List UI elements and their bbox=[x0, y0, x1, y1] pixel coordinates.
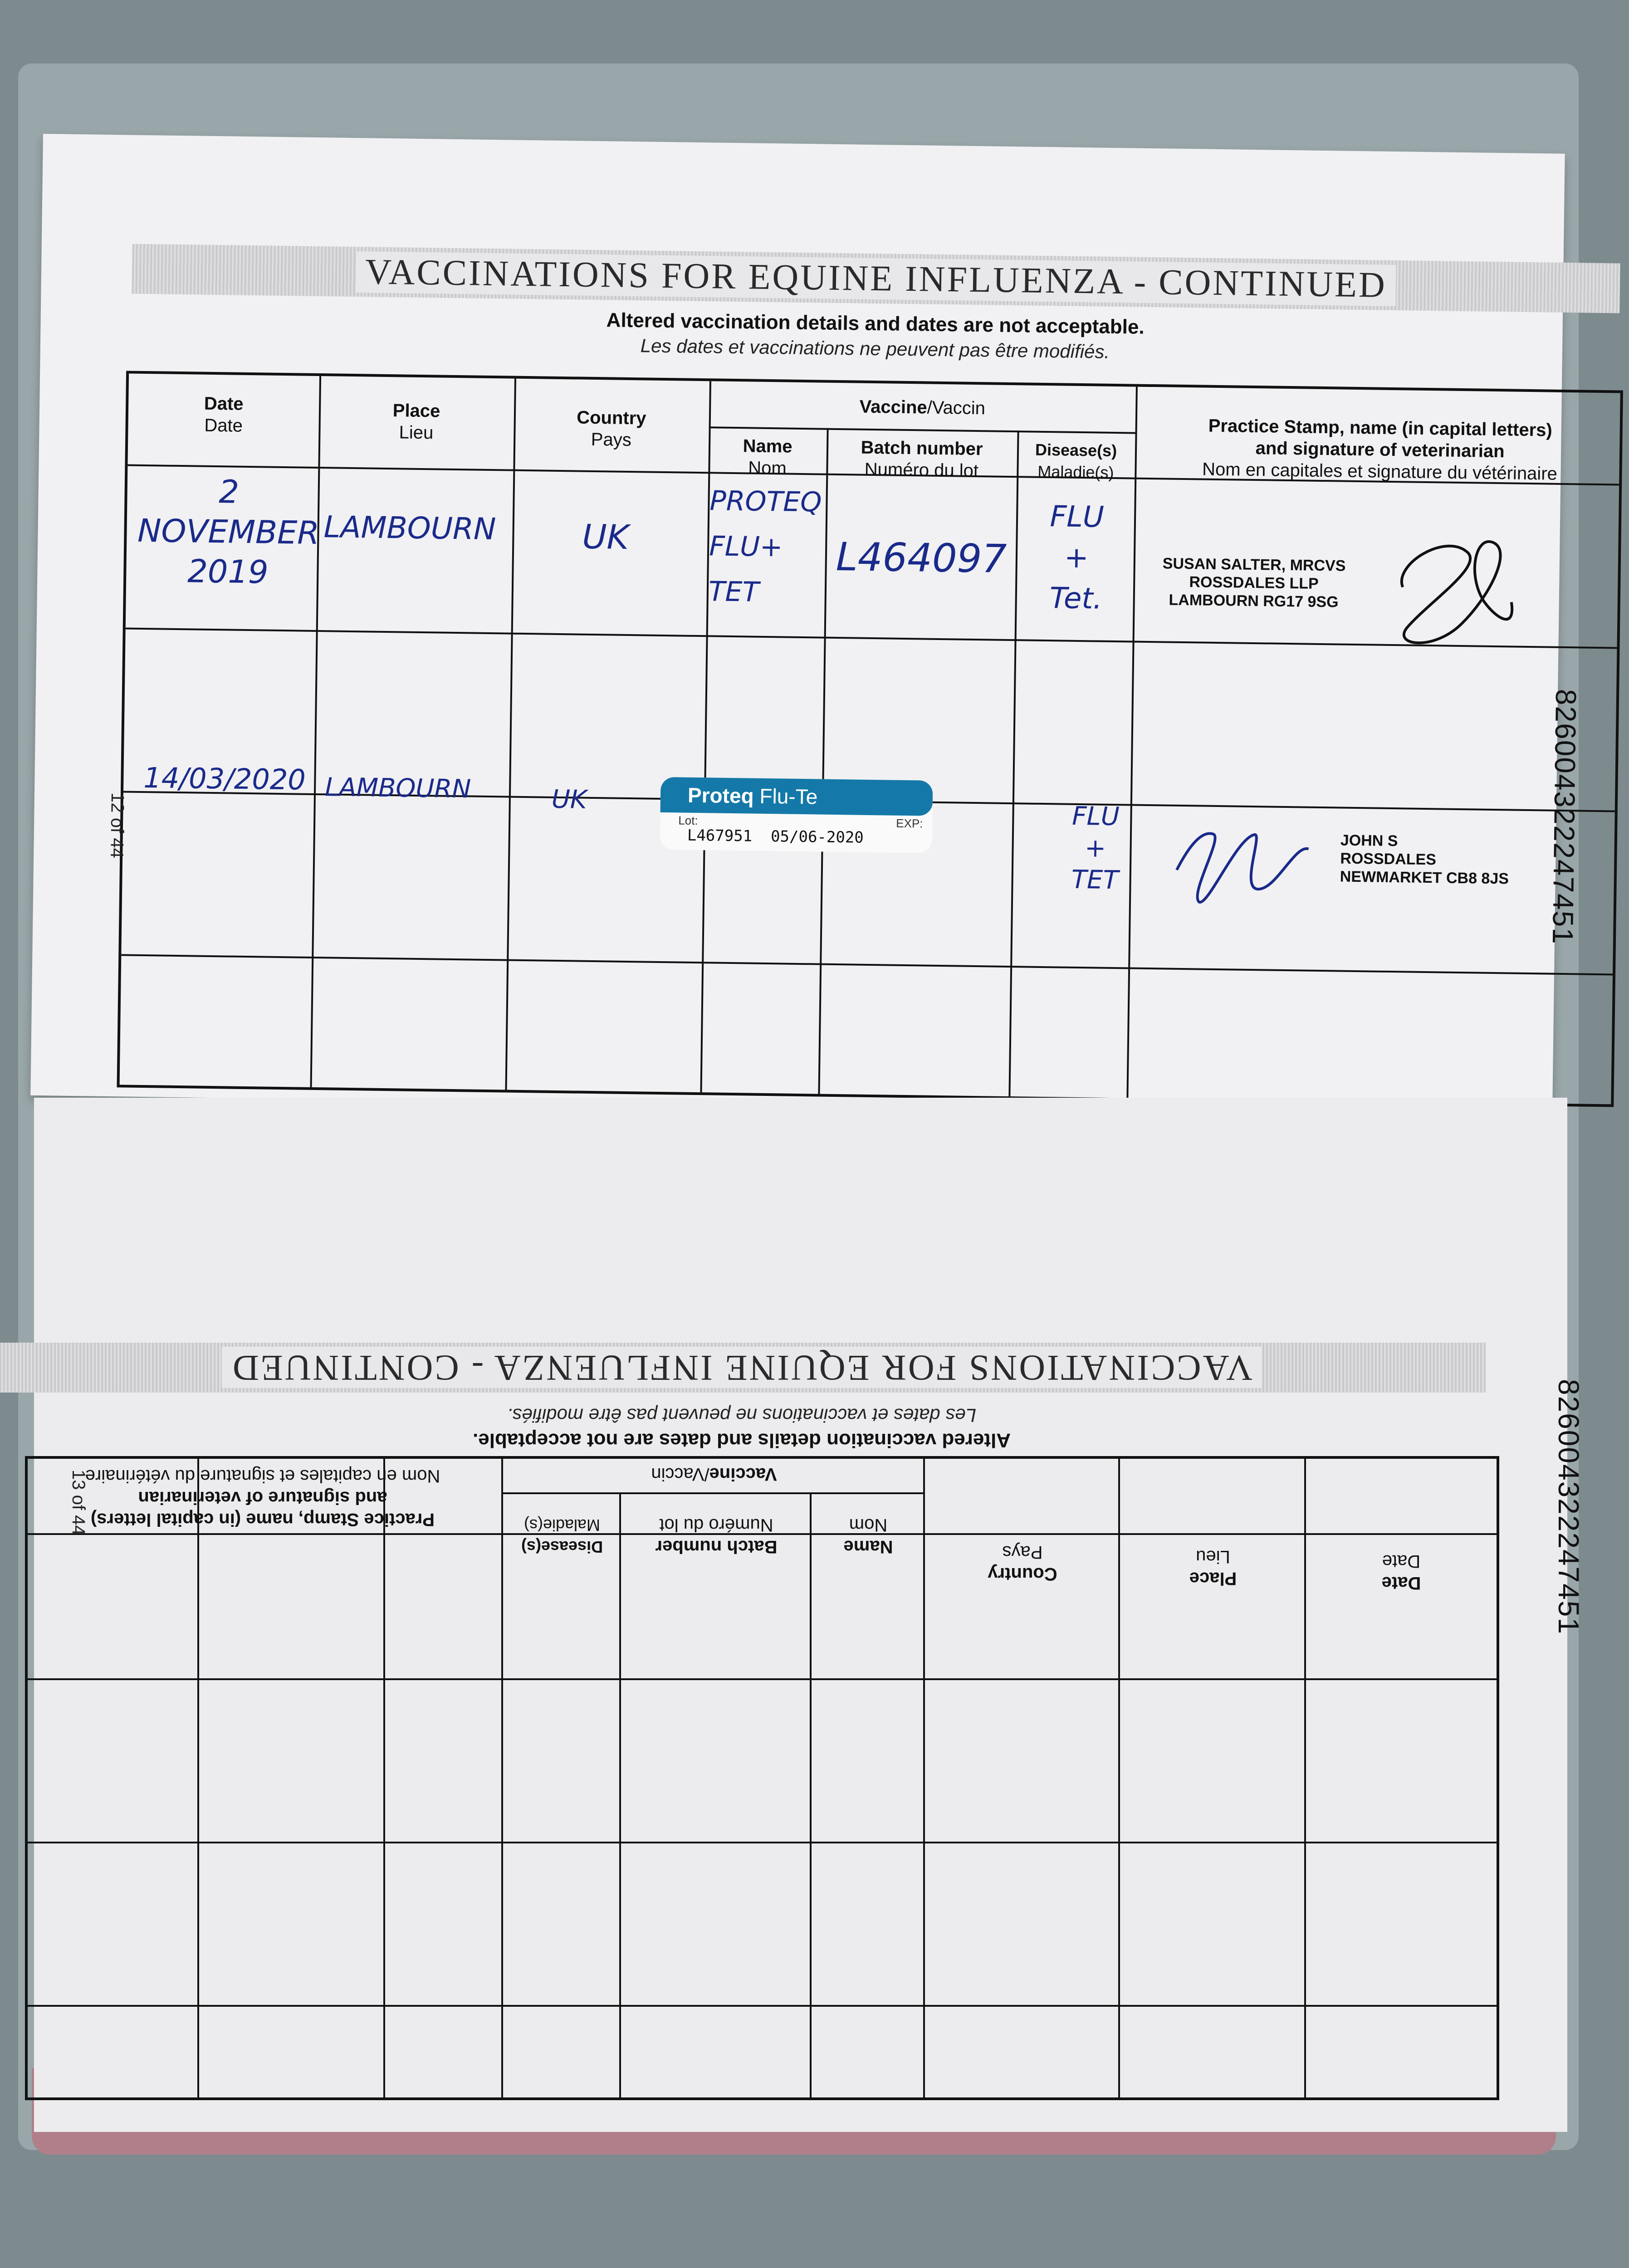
section-banner-13 bbox=[0, 1343, 1486, 1393]
section-heading: VACCINATIONS FOR EQUINE INFLUENZA - CONTINUED bbox=[356, 251, 1396, 306]
notice-english: Altered vaccination details and dates are not acceptable. bbox=[606, 309, 1145, 338]
section-banner bbox=[132, 244, 1620, 313]
header-date: Date Date bbox=[204, 393, 244, 436]
header-country: Country Pays bbox=[576, 407, 646, 450]
vaccine-batch-sticker: Proteq Flu-Te Lot: EXP: L467951 05/06-2020 bbox=[660, 777, 933, 853]
header-vaccine: Vaccine/Vaccin bbox=[859, 396, 986, 419]
row1-signature bbox=[1375, 523, 1531, 661]
row1-country: UK bbox=[582, 517, 629, 557]
row1-practice-stamp: SUSAN SALTER, MRCVS ROSSDALES LLP LAMBOURN RG17 9SG bbox=[1162, 555, 1346, 611]
notice-13: Altered vaccination details and dates are not acceptable. Les dates et vaccinations ne peuvent pas être modifiés. bbox=[473, 1405, 1011, 1452]
row1-batch: L464097 bbox=[836, 534, 1007, 582]
row2-country: UK bbox=[551, 784, 587, 815]
row1-vaccine-name: PROTEQ FLU+ TET bbox=[708, 485, 822, 608]
section-heading-13: VACCINATIONS FOR EQUINE INFLUENZA - CONTINUED bbox=[222, 1347, 1262, 1388]
header-batch: Batch number Numéro du lot bbox=[861, 437, 983, 481]
vaccination-table-13: Date Date Place Lieu Country Pays Vaccine/Vaccin Name Nom Batch number Numéro du lot Disease(s) Maladie(s) Practice Stamp, name (in capital letters) and signature of veterinarian Nom en capitales et signature du vétérinaire bbox=[25, 1456, 1499, 2100]
header-name: Name Nom bbox=[743, 436, 792, 479]
page-number-13: 13 of 44 bbox=[68, 1470, 88, 1535]
page-13 bbox=[34, 1098, 1585, 2132]
passport-serial-bottom: 826004322247451 bbox=[1552, 1379, 1585, 1635]
row1-disease: FLU + Tet. bbox=[1049, 500, 1105, 616]
notice bbox=[131, 303, 1619, 370]
passport-serial-top: 826004322247451 bbox=[1546, 689, 1583, 945]
page-12 bbox=[30, 134, 1583, 1115]
header-practice-stamp: Practice Stamp, name (in capital letters) and signature of veterinarian Nom en capitales et signature du vétérinaire bbox=[1202, 415, 1558, 484]
page-number-12: 12 of 44 bbox=[107, 792, 128, 859]
notice-french: Les dates et vaccinations ne peuvent pas être modifiés. bbox=[640, 335, 1110, 362]
row2-practice-stamp: JOHN S ROSSDALES NEWMARKET CB8 8JS bbox=[1340, 831, 1509, 888]
row1-place: LAMBOURN bbox=[323, 509, 496, 547]
sticker-lot-exp: L467951 05/06-2020 bbox=[687, 826, 864, 847]
vaccination-table bbox=[117, 371, 1623, 1107]
header-place: Place Lieu bbox=[392, 401, 440, 443]
row2-disease: FLU + TET bbox=[1071, 801, 1120, 895]
row2-place: LAMBOURN bbox=[324, 772, 471, 804]
row2-signature bbox=[1158, 802, 1323, 913]
row1-date: 2 NOVEMBER 2019 bbox=[137, 473, 320, 591]
row2-date: 14/03/2020 bbox=[143, 761, 306, 797]
sticker-brand: Proteq Flu-Te bbox=[660, 777, 933, 816]
header-disease: Disease(s) Maladie(s) bbox=[1035, 440, 1117, 482]
page-13-rotated-content bbox=[34, 1084, 1567, 2118]
